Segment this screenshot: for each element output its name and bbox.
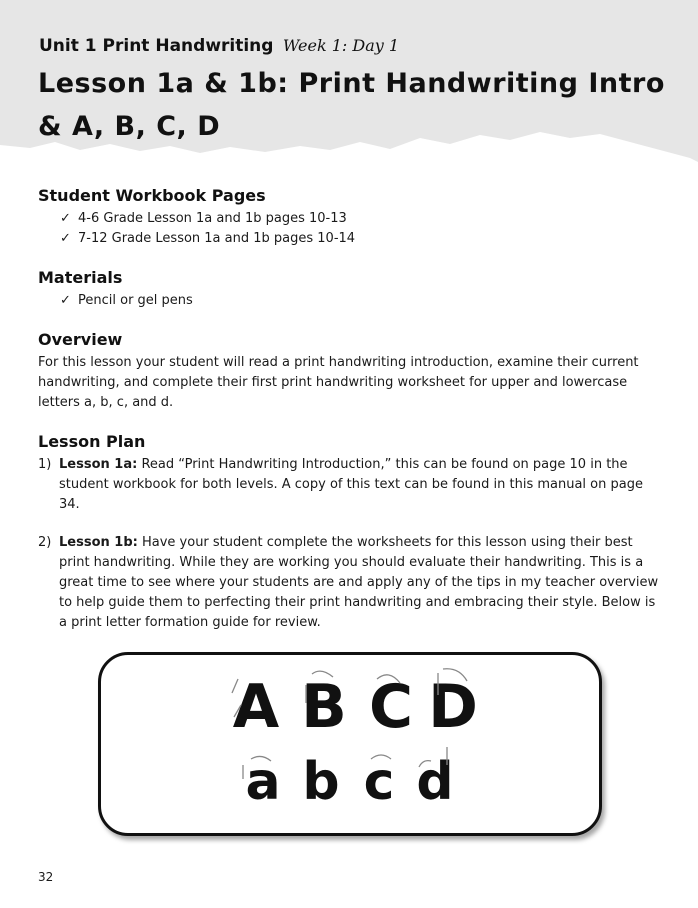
page-number: 32 — [38, 870, 54, 884]
uppercase-letter: A — [232, 672, 280, 742]
list-item-text: 4-6 Grade Lesson 1a and 1b pages 10-13 — [78, 211, 347, 226]
overview-heading: Overview — [38, 330, 123, 349]
step-number: 2) — [38, 535, 52, 550]
lesson-content — [38, 186, 660, 633]
lesson-step — [38, 533, 660, 633]
list-item — [60, 209, 660, 229]
step-text: Read “Print Handwriting Introduction,” this can be found on page 10 in the student workbook for both levels. A copy of this text can be found in this manual on page 34. — [59, 457, 643, 512]
list-item — [60, 291, 660, 311]
letter-formation-guide — [98, 652, 602, 836]
workbook-heading: Student Workbook Pages — [38, 186, 266, 205]
uppercase-letter: C — [368, 672, 414, 742]
uppercase-letter: B — [301, 672, 347, 742]
step-label: Lesson 1a: — [59, 457, 138, 472]
week-label: Week 1: Day 1 — [282, 36, 400, 55]
lowercase-letter: c — [363, 752, 395, 812]
lowercase-letter: b — [302, 752, 340, 812]
lesson-plan-list — [38, 455, 660, 633]
check-icon: ✓ — [60, 293, 71, 308]
materials-list — [38, 291, 660, 311]
step-label: Lesson 1b: — [59, 535, 138, 550]
unit-line — [39, 36, 399, 56]
check-icon: ✓ — [60, 231, 71, 246]
list-item-text: 7-12 Grade Lesson 1a and 1b pages 10-14 — [78, 231, 356, 246]
step-number: 1) — [38, 457, 52, 472]
overview-text: For this lesson your student will read a print handwriting introduction, examine their current handwriting, and complete their first print handwriting worksheet for upper and lowercase letters a, b, c, and d. — [38, 355, 639, 410]
check-icon: ✓ — [60, 211, 71, 226]
lowercase-letter: a — [245, 752, 281, 812]
lesson-plan-heading: Lesson Plan — [38, 432, 146, 451]
uppercase-letter: D — [428, 672, 478, 742]
lesson-title: Lesson 1a & 1b: Print Handwriting Intro & A, B, C, D — [38, 68, 665, 142]
lesson-step — [38, 455, 660, 515]
lowercase-letter: d — [416, 752, 454, 812]
materials-heading: Materials — [38, 268, 123, 287]
list-item-text: Pencil or gel pens — [78, 293, 193, 308]
workbook-list — [38, 209, 660, 249]
list-item — [60, 229, 660, 249]
letter-guide-graphic — [101, 655, 599, 833]
unit-label: Unit 1 Print Handwriting — [39, 36, 274, 56]
step-text: Have your student complete the worksheets for this lesson using their best print handwriting. While they are working you should evaluate their handwriting. This is a great time to see where your students are and apply any of the tips in my teacher overview to help guide them to perfecting their print handwriting and embracing their style. Below is a print letter formation guide for review. — [59, 535, 659, 630]
